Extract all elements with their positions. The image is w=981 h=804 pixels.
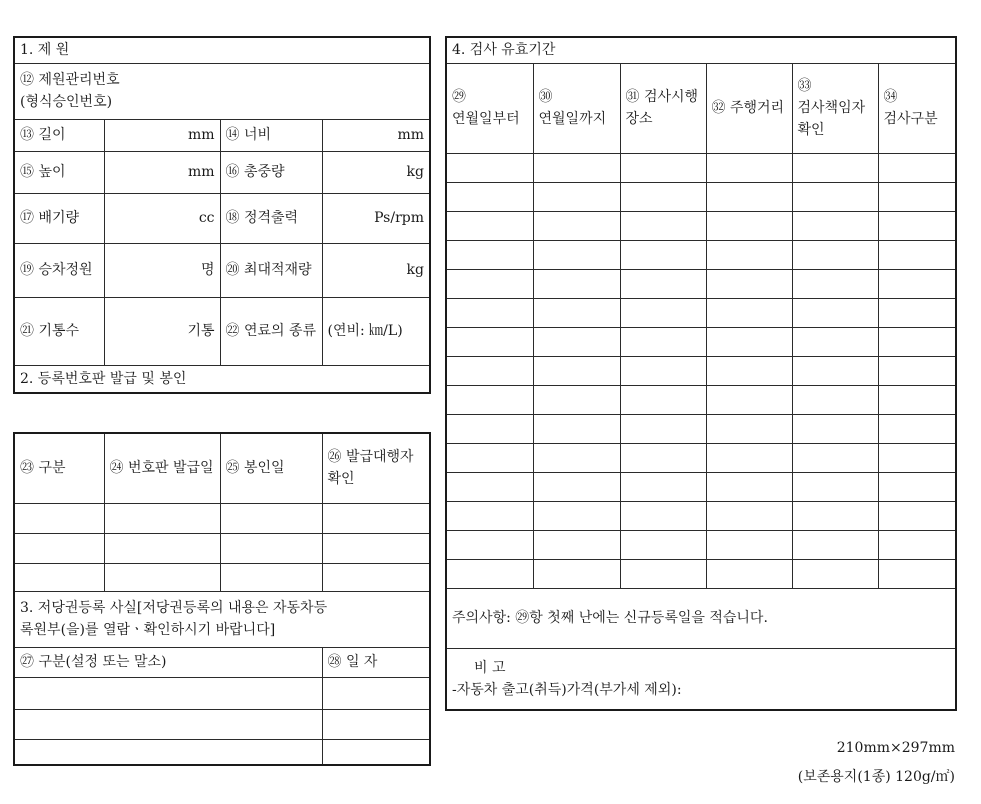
table-row xyxy=(446,414,956,443)
plate-table xyxy=(13,432,431,766)
table-row xyxy=(446,182,956,211)
width-unit: mm xyxy=(322,119,430,151)
max-load-unit: kg xyxy=(322,243,430,297)
table-row xyxy=(14,563,430,591)
section-3-title-line2: 록원부(을)를 열람ㆍ확인하시기 바랍니다] xyxy=(20,622,276,638)
section-1-title: 1. 제 원 xyxy=(14,37,430,63)
lien-col-type: ㉗ 구분(설정 또는 말소) xyxy=(14,647,322,677)
fuel-label: ㉒ 연료의 종류 xyxy=(220,297,322,365)
fuel-unit: (연비: ㎞/L) xyxy=(322,297,430,365)
table-row xyxy=(446,472,956,501)
displacement-unit: cc xyxy=(104,193,220,243)
power-label: ⑱ 정격출력 xyxy=(220,193,322,243)
plate-col-seal-date: ㉕ 봉인일 xyxy=(220,433,322,503)
table-row xyxy=(446,211,956,240)
plate-col-agent: ㉖ 발급대행자 확인 xyxy=(322,433,430,503)
section-3-title-line1: 3. 저당권등록 사실[저당권등록의 내용은 자동차등 xyxy=(20,600,328,616)
table-row xyxy=(446,443,956,472)
plate-col-issue-date: ㉔ 번호판 발급일 xyxy=(104,433,220,503)
insp-col-from: ㉙ 연월일부터 xyxy=(446,63,533,153)
table-row xyxy=(446,501,956,530)
insp-col-type: ㉞ 검사구분 xyxy=(878,63,956,153)
height-unit: mm xyxy=(104,151,220,193)
left-form-table xyxy=(13,36,431,394)
height-label: ⑮ 높이 xyxy=(14,151,104,193)
notice: 주의사항: ㉙항 첫째 난에는 신규등록일을 적습니다. xyxy=(446,588,956,648)
remarks xyxy=(446,648,956,710)
lien-col-date: ㉘ 일 자 xyxy=(322,647,430,677)
table-row xyxy=(14,533,430,563)
table-row xyxy=(14,739,430,765)
table-row xyxy=(14,503,430,533)
capacity-label: ⑲ 승차정원 xyxy=(14,243,104,297)
plate-col-type: ㉓ 구분 xyxy=(14,433,104,503)
paper-type: (보존용지(1종) 120g/㎡) xyxy=(797,769,955,785)
max-load-label: ⑳ 최대적재량 xyxy=(220,243,322,297)
capacity-unit: 명 xyxy=(104,243,220,297)
table-row xyxy=(446,153,956,182)
length-label: ⑬ 길이 xyxy=(14,119,104,151)
remarks-label: 비 고 xyxy=(474,659,506,676)
cylinders-label: ㉑ 기통수 xyxy=(14,297,104,365)
remarks-price-line: -자동차 출고(취득)가격(부가세 제외): xyxy=(452,681,682,698)
table-row xyxy=(446,356,956,385)
power-unit: Ps/rpm xyxy=(322,193,430,243)
mgmt-no-label-main: ⑫ 제원관리번호 xyxy=(20,72,120,88)
mgmt-no-label-sub: (형식승인번호) xyxy=(20,94,113,110)
cylinders-unit: 기통 xyxy=(104,297,220,365)
length-unit: mm xyxy=(104,119,220,151)
table-row xyxy=(446,269,956,298)
table-row xyxy=(446,385,956,414)
insp-col-to: ㉚ 연월일까지 xyxy=(533,63,620,153)
table-row xyxy=(14,677,430,709)
width-label: ⑭ 너비 xyxy=(220,119,322,151)
section-4-title: 4. 검사 유효기간 xyxy=(446,37,956,63)
displacement-label: ⑰ 배기량 xyxy=(14,193,104,243)
table-row xyxy=(14,709,430,739)
paper-size: 210mm×297mm xyxy=(836,740,955,756)
weight-unit: kg xyxy=(322,151,430,193)
table-row xyxy=(446,298,956,327)
weight-label: ⑯ 총중량 xyxy=(220,151,322,193)
table-row xyxy=(446,530,956,559)
section-3-title xyxy=(14,591,430,647)
section-2-title: 2. 등록번호판 발급 및 봉인 xyxy=(14,365,430,393)
table-row xyxy=(446,327,956,356)
mgmt-no-label xyxy=(14,63,430,119)
insp-col-place: ㉛ 검사시행 장소 xyxy=(620,63,706,153)
inspection-table xyxy=(445,36,957,711)
table-row xyxy=(446,240,956,269)
table-row xyxy=(446,559,956,588)
insp-col-mileage: ㉜ 주행거리 xyxy=(706,63,792,153)
insp-col-officer: ㉝ 검사책임자 확인 xyxy=(792,63,878,153)
